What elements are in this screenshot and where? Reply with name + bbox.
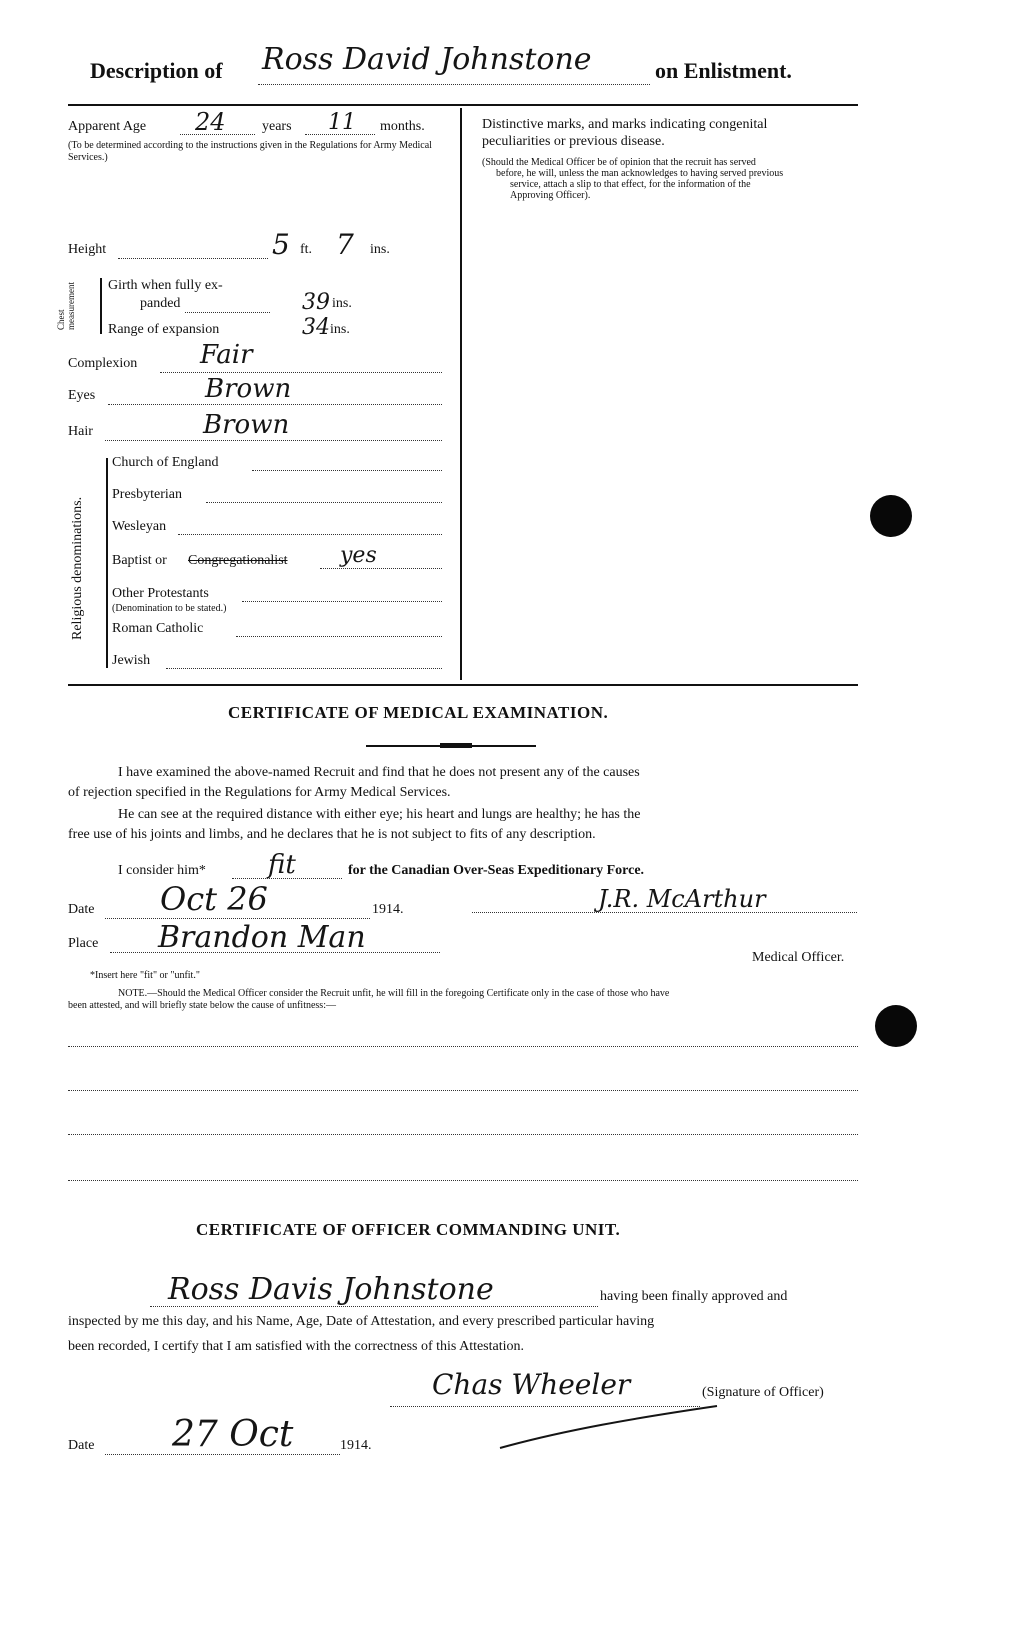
- punch-hole-upper: [870, 495, 912, 537]
- marks-note-3: service, attach a slip to that effect, for the information of the: [510, 179, 751, 190]
- other-line: [242, 601, 442, 602]
- church-of-england: Church of England: [112, 455, 219, 470]
- medical-heading-rule-mark: [440, 743, 472, 748]
- medical-note-line2: been attested, and will briefly state below the cause of unfitness:—: [68, 1000, 336, 1011]
- recruit-name-handwritten: Ross David Johnstone: [262, 42, 592, 77]
- girth-line: [185, 312, 270, 313]
- months-label: months.: [380, 119, 425, 134]
- complexion-label: Complexion: [68, 356, 138, 371]
- marks-note-2: before, he will, unless the man acknowledges to having served previous: [496, 168, 784, 179]
- fit-line: [232, 878, 342, 879]
- place-line: [110, 952, 440, 953]
- hair-label: Hair: [68, 424, 93, 439]
- medical-para2-line1: He can see at the required distance with either eye; his heart and lungs are healthy; he has the: [118, 807, 641, 822]
- insert-note: *Insert here "fit" or "unfit.": [90, 970, 200, 981]
- chest-side-label: Chest measurement: [56, 282, 76, 330]
- girth-label-1: Girth when fully ex-: [108, 278, 223, 293]
- commanding-line2: inspected by me this day, and his Name, Age, Date of Attestation, and every prescribed particular having: [68, 1314, 655, 1329]
- commanding-date-value: 27 Oct: [172, 1414, 294, 1455]
- wesleyan-line: [178, 534, 442, 535]
- hair-value: Brown: [203, 410, 290, 440]
- force-label: for the Canadian Over-Seas Expeditionary Force.: [348, 863, 645, 878]
- medical-para2-line2: free use of his joints and limbs, and he declares that he is not subject to fits of any description.: [68, 827, 596, 842]
- medical-year: 1914.: [372, 902, 404, 917]
- chest-brace: [100, 278, 102, 334]
- fit-value: fit: [268, 850, 296, 880]
- jewish: Jewish: [112, 653, 151, 668]
- commanding-heading: CERTIFICATE OF OFFICER COMMANDING UNIT.: [196, 1220, 621, 1239]
- complexion-value: Fair: [200, 340, 253, 370]
- rc-line: [236, 636, 442, 637]
- height-label: Height: [68, 242, 107, 257]
- unfitness-line-3: [68, 1134, 858, 1135]
- marks-note-1: (Should the Medical Officer be of opinion that the recruit has served: [482, 157, 756, 168]
- marks-heading-1: Distinctive marks, and marks indicating congenital: [482, 117, 768, 132]
- height-ft-value: 5: [272, 228, 290, 261]
- girth-value: 39: [302, 290, 330, 315]
- commanding-date-line: [105, 1454, 340, 1455]
- medical-date-value: Oct 26: [160, 880, 268, 918]
- medical-para1-line1: I have examined the above-named Recruit and find that he does not present any of the causes: [118, 765, 640, 780]
- presbyterian: Presbyterian: [112, 487, 182, 502]
- presbyterian-line: [206, 502, 442, 503]
- punch-hole-lower: [875, 1005, 917, 1047]
- medical-date-label: Date: [68, 902, 95, 917]
- jewish-line: [166, 668, 442, 669]
- eyes-label: Eyes: [68, 388, 96, 403]
- roman-catholic: Roman Catholic: [112, 621, 204, 636]
- other-note: (Denomination to be stated.): [112, 603, 227, 614]
- medical-officer-label: Medical Officer.: [752, 950, 845, 965]
- baptist-value: yes: [340, 543, 377, 568]
- unfitness-line-2: [68, 1090, 858, 1091]
- medical-date-line: [105, 918, 370, 919]
- age-years-value: 24: [195, 108, 226, 136]
- commanding-officer-signature: Chas Wheeler: [432, 1368, 631, 1401]
- title-left: Description of: [90, 58, 223, 83]
- ins-label-girth: ins.: [332, 296, 352, 311]
- years-label: years: [262, 119, 292, 134]
- complexion-line: [160, 372, 442, 373]
- congregationalist-struck: Congregationalist: [188, 553, 288, 568]
- medical-para1-line2: of rejection specified in the Regulations for Army Medical Services.: [68, 785, 451, 800]
- consider-label: I consider him*: [118, 863, 206, 878]
- commanding-name-line: [150, 1306, 598, 1307]
- column-divider: [460, 108, 462, 680]
- age-years-line: [180, 134, 255, 135]
- apparent-age-label: Apparent Age: [68, 119, 147, 134]
- marks-note-4: Approving Officer).: [510, 190, 591, 201]
- place-value: Brandon Man: [158, 920, 366, 955]
- commanding-line1-tail: having been finally approved and: [600, 1289, 788, 1304]
- signature-line: [472, 912, 857, 913]
- title-right: on Enlistment.: [655, 58, 792, 83]
- eyes-value: Brown: [205, 374, 292, 404]
- height-line: [118, 258, 268, 259]
- header-divider: [68, 104, 858, 106]
- girth-label-2: panded: [140, 296, 181, 311]
- name-line: [258, 84, 650, 85]
- commanding-date-label: Date: [68, 1438, 95, 1453]
- signature-of-officer-label: (Signature of Officer): [702, 1385, 824, 1400]
- age-note: (To be determined according to the instructions given in the Regulations for Army Medical Services.): [68, 140, 432, 163]
- signature-flourish: [495, 1400, 725, 1460]
- ft-label: ft.: [300, 242, 313, 257]
- range-label: Range of expansion: [108, 322, 220, 337]
- medical-heading: CERTIFICATE OF MEDICAL EXAMINATION.: [228, 703, 609, 722]
- religion-side-label: Religious denominations.: [70, 496, 85, 640]
- medical-note-line1: NOTE.—Should the Medical Officer consider the Recruit unfit, he will fill in the foregoing Certificate only in the case of those who have: [118, 988, 670, 999]
- commanding-line3: been recorded, I certify that I am satisfied with the correctness of this Attestation.: [68, 1339, 525, 1354]
- place-label: Place: [68, 936, 99, 951]
- commanding-year: 1914.: [340, 1438, 372, 1453]
- range-value: 34: [302, 315, 330, 340]
- height-in-value: 7: [336, 228, 354, 261]
- eyes-line: [108, 404, 442, 405]
- commanding-recruit-name: Ross Davis Johnstone: [168, 1272, 494, 1307]
- baptist-prefix: Baptist or: [112, 553, 167, 568]
- baptist-line: [320, 568, 442, 569]
- hair-line: [105, 440, 442, 441]
- unfitness-line-1: [68, 1046, 858, 1047]
- age-months-line: [305, 134, 375, 135]
- age-months-value: 11: [328, 110, 356, 135]
- other-protestants: Other Protestants: [112, 586, 209, 601]
- medical-officer-signature: J.R. McArthur: [598, 885, 766, 913]
- ins-label-range: ins.: [330, 322, 350, 337]
- unfitness-line-4: [68, 1180, 858, 1181]
- section-divider-1: [68, 684, 858, 686]
- religion-brace: [106, 458, 108, 668]
- marks-heading-2: peculiarities or previous disease.: [482, 134, 665, 149]
- wesleyan: Wesleyan: [112, 519, 167, 534]
- coe-line: [252, 470, 442, 471]
- ins-label-height: ins.: [370, 242, 390, 257]
